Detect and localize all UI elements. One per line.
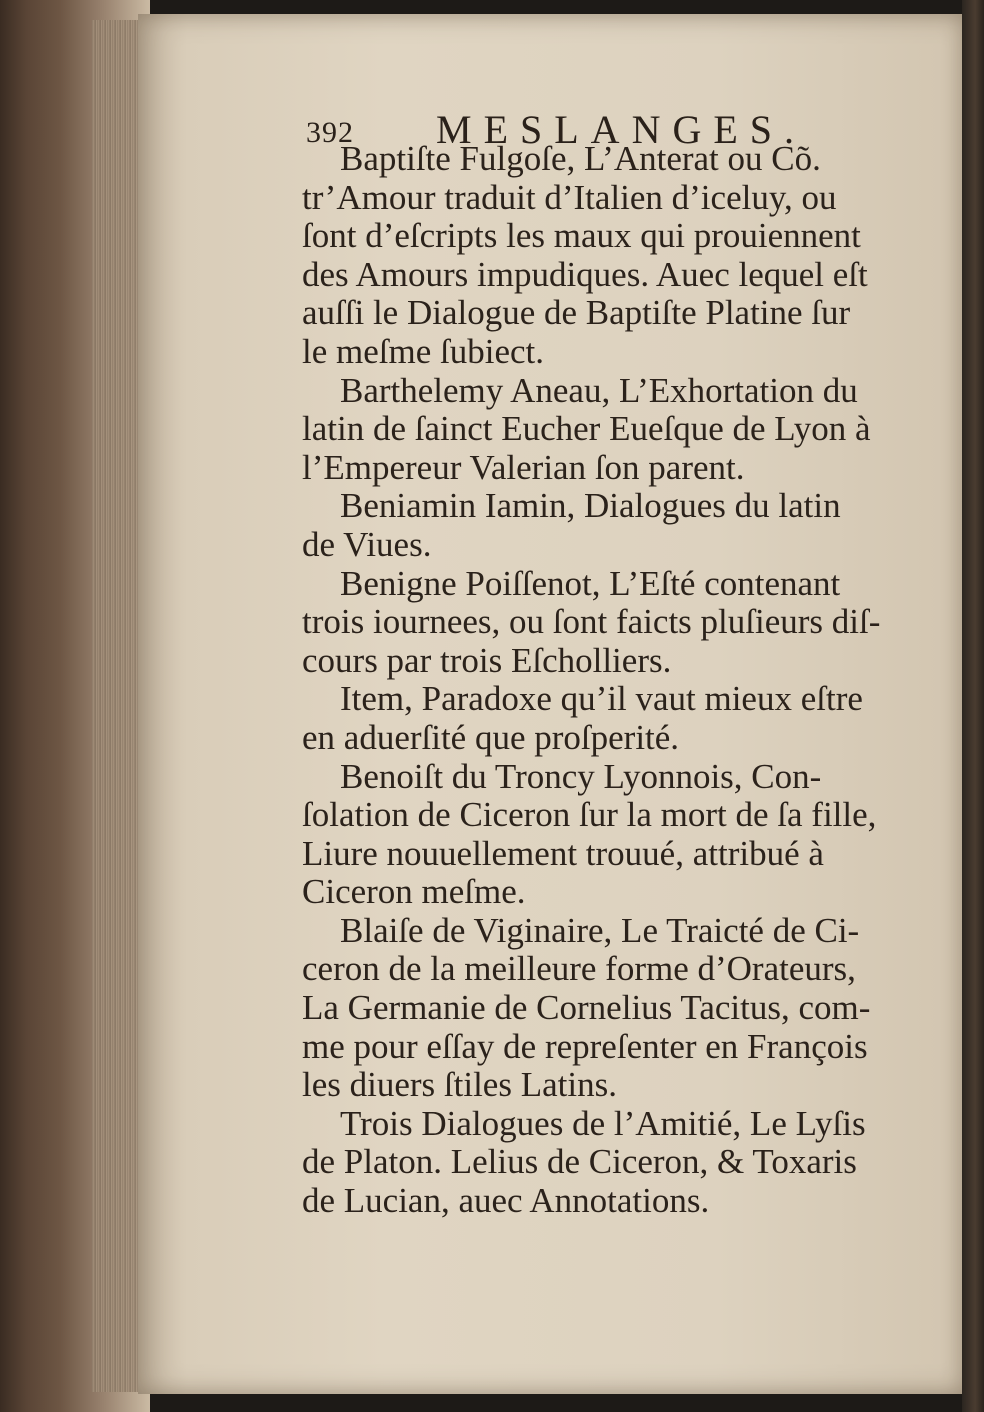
text-line: le meſme ſubiect. xyxy=(302,331,544,371)
text-line: de Lucian, auec Annotations. xyxy=(302,1181,710,1221)
text-line: en aduerſité que proſperité. xyxy=(302,717,680,757)
catalogue-entry xyxy=(302,372,887,488)
text-line: l’Empereur Valerian ſon parent. xyxy=(302,447,745,487)
text-line: Barthelemy Aneau, L’Exhortation du xyxy=(340,370,858,410)
text-line: Item, Paradoxe qu’il vaut mieux eſtre xyxy=(340,679,863,719)
text-line: les diuers ſtiles Latins. xyxy=(302,1065,617,1105)
running-title: MESLANGES. xyxy=(436,107,807,152)
text-line: de Platon. Lelius de Ciceron, & Toxaris xyxy=(302,1142,857,1182)
text-line: Blaiſe de Viginaire, Le Traicté de Ci- xyxy=(340,910,860,950)
text-line: Ciceron meſme. xyxy=(302,872,526,912)
catalogue-entry xyxy=(302,1105,887,1221)
catalogue-entries xyxy=(302,140,887,1221)
text-line: tr’Amour traduit d’Italien d’iceluy, ou xyxy=(302,177,837,217)
catalogue-entry xyxy=(302,680,887,757)
text-line: latin de ſainct Eucher Eueſque de Lyon à xyxy=(302,409,871,449)
catalogue-entry xyxy=(302,565,887,681)
catalogue-entry xyxy=(302,140,887,372)
text-line: de Viues. xyxy=(302,524,432,564)
text-line: Beniamin Iamin, Dialogues du latin xyxy=(340,486,841,526)
catalogue-entry xyxy=(302,487,887,564)
text-line: me pour eſſay de repreſenter en François xyxy=(302,1026,868,1066)
text-line: Benoiſt du Troncy Lyonnois, Con- xyxy=(340,756,822,796)
text-line: Baptiſte Fulgoſe, L’Anterat ou Cõ. xyxy=(340,139,821,178)
text-line: des Amours impudiques. Auec lequel eſt xyxy=(302,254,868,294)
page-number: 392 xyxy=(306,116,354,149)
text-line: ceron de la meilleure forme d’Orateurs, xyxy=(302,949,856,989)
facing-page-gutter xyxy=(962,0,984,1412)
text-line: trois iournees, ou ſont faicts pluſieurs diſ- xyxy=(302,602,881,642)
text-line: ſont d’eſcripts les maux qui prouiennent xyxy=(302,216,861,256)
text-line: cours par trois Eſcholliers. xyxy=(302,640,672,680)
text-line: Trois Dialogues de l’Amitié, Le Lyſis xyxy=(340,1103,866,1143)
text-line: La Germanie de Cornelius Tacitus, com- xyxy=(302,988,871,1028)
text-line: Liure nouuellement trouué, attribué à xyxy=(302,833,824,873)
text-line: Benigne Poiſſenot, L’Eſté contenant xyxy=(340,563,841,603)
text-line: ſolation de Ciceron ſur la mort de ſa fille, xyxy=(302,795,877,835)
catalogue-entry xyxy=(302,758,887,912)
catalogue-entry xyxy=(302,912,887,1105)
text-line: auſſi le Dialogue de Baptiſte Platine ſur xyxy=(302,293,851,333)
